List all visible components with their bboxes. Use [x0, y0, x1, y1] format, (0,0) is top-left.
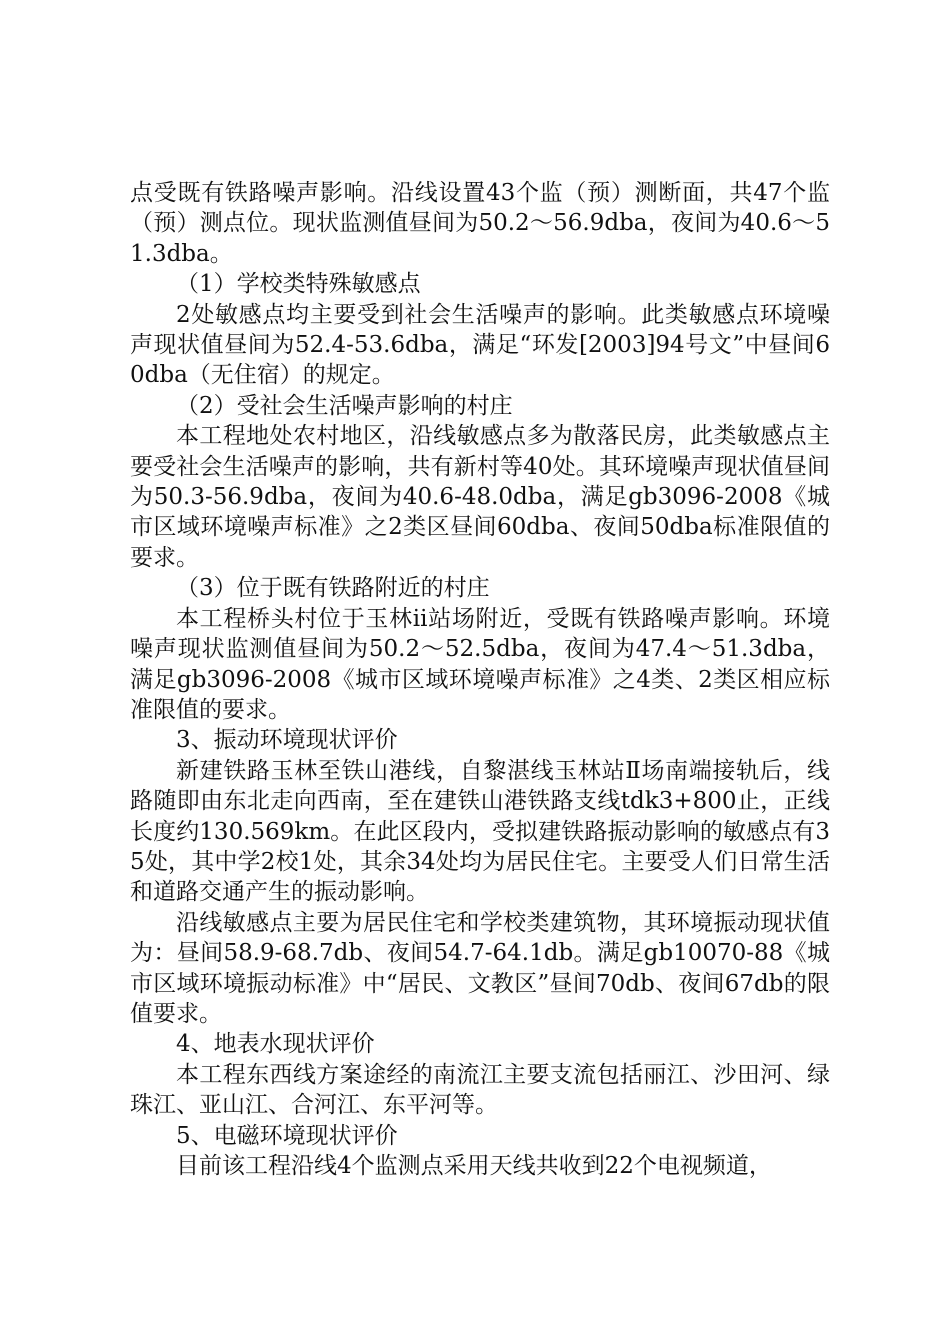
- paragraph-continuation: 点受既有铁路噪声影响。沿线设置43个监（预）测断面，共47个监（预）测点位。现状监测值昼间为50.2～56.9dba，夜间为40.6～51.3dba。: [130, 180, 830, 267]
- paragraph-vibration-values: 沿线敏感点主要为居民住宅和学校类建筑物，其环境振动现状值为：昼间58.9-68.7db、夜间54.7-64.1db。满足gb10070-88《城市区域环境振动标准》中“居民、文教区”昼间70db、夜间67db的限值要求。: [130, 909, 830, 1027]
- paragraph-surface-water: 本工程东西线方案途经的南流江主要支流包括丽江、沙田河、绿珠江、亚山江、合河江、东平河等。: [130, 1061, 830, 1119]
- paragraph-electromagnetic: 目前该工程沿线4个监测点采用天线共收到22个电视频道，: [176, 1153, 772, 1179]
- paragraph-school: 2处敏感点均主要受到社会生活噪声的影响。此类敏感点环境噪声现状值昼间为52.4-53.6dba，满足“环发[2003]94号文”中昼间60dba（无住宿）的规定。: [130, 301, 830, 389]
- section-heading-electromagnetic: 5、电磁环境现状评价: [176, 1122, 398, 1149]
- section-heading-surface-water: 4、地表水现状评价: [176, 1031, 375, 1058]
- section-heading-school: （1）学校类特殊敏感点: [176, 271, 421, 298]
- paragraph-village-railway: 本工程桥头村位于玉林ii站场附近，受既有铁路噪声影响。环境噪声现状监测值昼间为50.2～52.5dba，夜间为47.4～51.3dba，满足gb3096-2008《城市区域环境噪声标准》之4类、2类区相应标准限值的要求。: [130, 605, 830, 723]
- section-heading-vibration: 3、振动环境现状评价: [176, 727, 398, 754]
- section-heading-village-social: （2）受社会生活噪声影响的村庄: [176, 392, 513, 419]
- paragraph-village-social: 本工程地处农村地区，沿线敏感点多为散落民房，此类敏感点主要受社会生活噪声的影响，共有新村等40处。其环境噪声现状值昼间为50.3-56.9dba，夜间为40.6-48.0dba，满足gb3096-2008《城市区域环境噪声标准》之2类区昼间60dba、夜间50dba标准限值的要求。: [130, 423, 830, 571]
- paragraph-vibration-route: 新建铁路玉林至铁山港线，自黎湛线玉林站Ⅱ场南端接轨后，线路随即由东北走向西南，至在建铁山港铁路支线tdk3+800止，正线长度约130.569km。在此区段内，受拟建铁路振动影响的敏感点有35处，其中学2校1处，其余34处均为居民住宅。主要受人们日常生活和道路交通产生的振动影响。: [130, 757, 830, 906]
- section-heading-village-railway: （3）位于既有铁路附近的村庄: [176, 575, 490, 602]
- document-body: [130, 178, 830, 1181]
